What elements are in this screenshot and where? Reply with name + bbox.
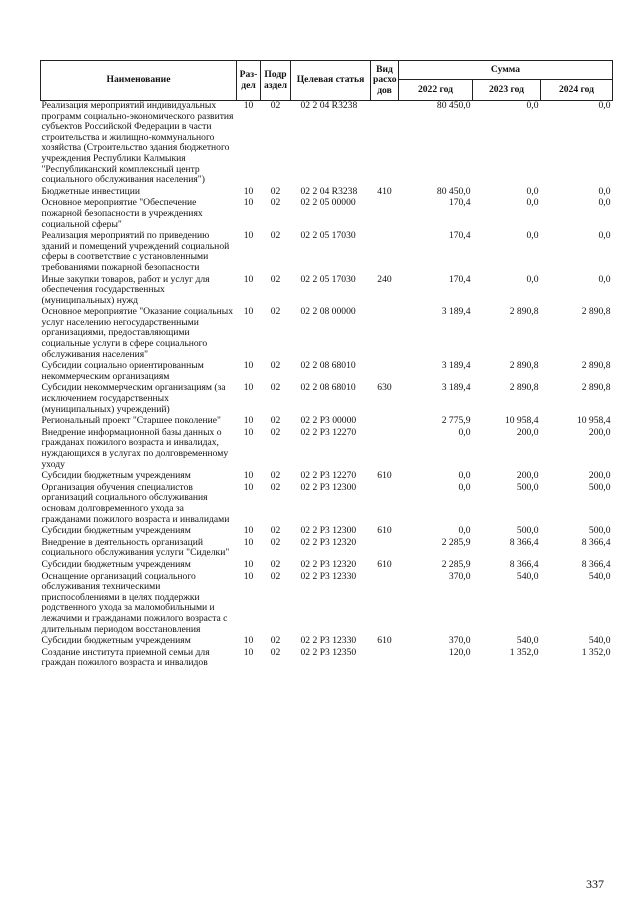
row-sum-2024: 0,0 [598, 197, 611, 209]
row-sum-2022: 0,0 [458, 481, 471, 493]
row-expense-type: 240 [377, 273, 392, 285]
row-sum-2023: 500,0 [516, 481, 539, 493]
table-row [41, 526, 613, 538]
row-section: 10 [243, 306, 254, 318]
row-section: 10 [243, 382, 254, 394]
table-row [41, 648, 613, 670]
row-sum-2024: 2 890,8 [581, 306, 611, 318]
row-expense-type [371, 307, 399, 361]
row-sum-2024: 540,0 [588, 635, 611, 647]
row-target-article: 02 2 P3 12330 [300, 635, 357, 647]
col-header-subsection: Подр аздел [261, 61, 291, 101]
row-sum-2024: 500,0 [588, 481, 611, 493]
row-sum-2024: 0,0 [598, 230, 611, 242]
table-row [41, 361, 613, 383]
row-sum-2022: 0,0 [458, 470, 471, 482]
row-subsection: 02 [270, 100, 281, 111]
row-sum-2023: 2 890,8 [509, 360, 539, 372]
row-sum-2024: 0,0 [598, 185, 611, 197]
row-sum-2023: 0,0 [526, 197, 539, 209]
row-sum-2022: 170,4 [448, 273, 471, 285]
row-sum-2022: 0,0 [458, 525, 471, 537]
row-expense-type: 610 [377, 525, 392, 537]
row-expense-type [371, 648, 399, 670]
row-expense-type: 630 [377, 382, 392, 394]
row-name: Субсидии бюджетным учреждениям [41, 525, 191, 537]
row-subsection: 02 [270, 558, 281, 570]
page-number: 337 [586, 877, 604, 891]
row-sum-2022: 370,0 [448, 570, 471, 582]
row-subsection: 02 [270, 382, 281, 394]
row-subsection: 02 [270, 415, 281, 427]
row-target-article: 02 2 P3 12320 [300, 536, 357, 548]
row-target-article: 02 2 P3 00000 [300, 415, 357, 427]
row-sum-2023: 1 352,0 [509, 646, 539, 658]
row-section: 10 [243, 415, 254, 427]
row-sum-2022: 0,0 [458, 426, 471, 438]
row-name: Основное мероприятие "Обеспечение пожарной безопасности в учреждениях социальной сферы" [41, 197, 203, 230]
row-sum-2023: 0,0 [526, 100, 539, 111]
row-expense-type [371, 538, 399, 560]
row-sum-2022: 3 189,4 [441, 306, 471, 318]
row-expense-type [371, 101, 399, 187]
row-sum-2024: 540,0 [588, 570, 611, 582]
row-name: Субсидии некоммерческим организациям (за исключением государственных (муниципальных) учреждений) [41, 382, 226, 415]
row-sum-2022: 3 189,4 [441, 382, 471, 394]
row-section: 10 [243, 230, 254, 242]
row-section: 10 [243, 481, 254, 493]
row-expense-type [371, 231, 399, 274]
row-name: Реализация мероприятий по приведению зданий и помещений учреждений социальной сферы в соответствие с установленными требованиями пожарной безопасности [41, 230, 230, 273]
table-row [41, 275, 613, 308]
row-name: Региональный проект "Старшее поколение" [41, 415, 221, 427]
row-sum-2022: 170,4 [448, 197, 471, 209]
row-sum-2022: 170,4 [448, 230, 471, 242]
row-target-article: 02 2 P3 12330 [300, 570, 357, 582]
row-target-article: 02 2 08 00000 [300, 306, 356, 318]
row-subsection: 02 [270, 470, 281, 482]
table-row [41, 636, 613, 648]
row-sum-2023: 0,0 [526, 273, 539, 285]
row-subsection: 02 [270, 230, 281, 242]
row-sum-2024: 500,0 [588, 525, 611, 537]
table-row [41, 383, 613, 416]
row-sum-2024: 2 890,8 [581, 360, 611, 372]
row-sum-2023: 540,0 [516, 570, 539, 582]
table-row [41, 560, 613, 572]
row-expense-type [371, 572, 399, 637]
row-target-article: 02 2 P3 12270 [300, 470, 357, 482]
row-section: 10 [243, 558, 254, 570]
row-expense-type: 610 [377, 470, 392, 482]
row-subsection: 02 [270, 426, 281, 438]
row-target-article: 02 2 P3 12300 [300, 481, 357, 493]
row-sum-2023: 0,0 [526, 185, 539, 197]
row-section: 10 [243, 185, 254, 197]
row-section: 10 [243, 646, 254, 658]
row-sum-2023: 540,0 [516, 635, 539, 647]
row-sum-2022: 2 775,9 [441, 415, 471, 427]
row-name: Основное мероприятие "Оказание социальных услуг населению негосударственными организациями, предоставляющими социальные услуги в сфере социального обслуживания населения" [41, 306, 234, 360]
row-sum-2022: 80 450,0 [436, 185, 471, 197]
row-subsection: 02 [270, 273, 281, 285]
row-subsection: 02 [270, 570, 281, 582]
row-expense-type [371, 428, 399, 471]
row-sum-2024: 10 958,4 [576, 415, 611, 427]
row-sum-2023: 200,0 [516, 426, 539, 438]
row-section: 10 [243, 570, 254, 582]
budget-table [40, 60, 613, 670]
table-row [41, 307, 613, 361]
row-name: Реализация мероприятий индивидуальных программ социально-экономического развития субъектов Российской Федерации в части строительства и жилищно-коммунального хозяйства (Строительство здания бюджетного учреждения Республики Калмыкия "Республиканский комплексный центр социального обслуживания населения") [41, 100, 234, 186]
row-target-article: 02 2 P3 12350 [300, 646, 357, 658]
table-body [41, 101, 613, 670]
table-row [41, 483, 613, 526]
row-name: Организация обучения специалистов организаций социального обслуживания основам долговременного ухода за гражданами пожилого возраста и инвалидами [41, 481, 230, 525]
row-subsection: 02 [270, 360, 281, 372]
row-sum-2023: 2 890,8 [509, 382, 539, 394]
row-section: 10 [243, 470, 254, 482]
row-name: Создание института приемной семьи для граждан пожилого возраста и инвалидов [41, 646, 210, 669]
row-target-article: 02 2 04 R3238 [300, 100, 358, 111]
row-sum-2023: 0,0 [526, 230, 539, 242]
row-target-article: 02 2 08 68010 [300, 382, 356, 394]
row-sum-2022: 370,0 [448, 635, 471, 647]
row-target-article: 02 2 P3 12320 [300, 558, 357, 570]
row-name: Внедрение в деятельность организаций социального обслуживания услуги "Сиделки" [41, 536, 230, 559]
row-sum-2024: 8 366,4 [581, 536, 611, 548]
row-sum-2023: 8 366,4 [509, 536, 539, 548]
row-section: 10 [243, 197, 254, 209]
row-target-article: 02 2 05 17030 [300, 273, 356, 285]
col-header-section: Раз-дел [237, 61, 261, 101]
row-sum-2024: 200,0 [588, 470, 611, 482]
row-name: Субсидии бюджетным учреждениям [41, 558, 191, 570]
row-sum-2022: 120,0 [448, 646, 471, 658]
row-sum-2024: 0,0 [598, 100, 611, 111]
row-target-article: 02 2 P3 12270 [300, 426, 357, 438]
row-sum-2022: 3 189,4 [441, 360, 471, 372]
row-subsection: 02 [270, 197, 281, 209]
row-subsection: 02 [270, 306, 281, 318]
row-name: Внедрение информационной базы данных о гражданах пожилого возраста и инвалидах, нуждающихся в услугах по долговременному уходу [41, 426, 229, 470]
row-target-article: 02 2 05 00000 [300, 197, 356, 209]
row-target-article: 02 2 04 R3238 [300, 185, 358, 197]
row-sum-2023: 2 890,8 [509, 306, 539, 318]
row-sum-2024: 2 890,8 [581, 382, 611, 394]
row-sum-2024: 1 352,0 [581, 646, 611, 658]
row-section: 10 [243, 273, 254, 285]
col-header-target-article: Целевая статья [291, 61, 371, 101]
col-header-name: Наименование [41, 61, 237, 101]
row-name: Бюджетные инвестиции [41, 185, 140, 197]
row-sum-2022: 2 285,9 [441, 558, 471, 570]
row-expense-type [371, 416, 399, 428]
row-subsection: 02 [270, 635, 281, 647]
table-row [41, 428, 613, 471]
row-expense-type: 410 [377, 185, 392, 197]
col-header-sum: Сумма [399, 61, 613, 80]
table-row [41, 231, 613, 274]
row-sum-2023: 8 366,4 [509, 558, 539, 570]
row-section: 10 [243, 536, 254, 548]
row-section: 10 [243, 360, 254, 372]
row-target-article: 02 2 P3 12300 [300, 525, 357, 537]
table-row [41, 101, 613, 187]
row-name: Субсидии социально ориентированным некоммерческим организациям [41, 360, 204, 382]
row-subsection: 02 [270, 536, 281, 548]
row-expense-type [371, 483, 399, 526]
row-section: 10 [243, 635, 254, 647]
row-name: Оснащение организаций социального обслуживания техническими приспособлениями в целях поддержки родственного ухода за маломобильными и лежачими и гражданами пожилого возраста с длительным периодом восстановления [41, 570, 228, 635]
row-subsection: 02 [270, 646, 281, 658]
table-row [41, 572, 613, 637]
row-subsection: 02 [270, 481, 281, 493]
row-sum-2024: 0,0 [598, 273, 611, 285]
row-sum-2022: 80 450,0 [436, 100, 471, 111]
row-name: Субсидии бюджетным учреждениям [41, 635, 191, 647]
row-expense-type [371, 198, 399, 231]
row-expense-type [371, 361, 399, 383]
col-header-expense-type: Вид расхо дов [371, 61, 399, 101]
row-target-article: 02 2 08 68010 [300, 360, 356, 372]
table-row [41, 538, 613, 560]
col-header-2024: 2024 год [541, 80, 613, 101]
row-sum-2023: 10 958,4 [504, 415, 539, 427]
table-header [41, 61, 613, 101]
row-target-article: 02 2 05 17030 [300, 230, 356, 242]
row-subsection: 02 [270, 185, 281, 197]
row-sum-2024: 200,0 [588, 426, 611, 438]
row-sum-2023: 500,0 [516, 525, 539, 537]
table-row [41, 198, 613, 231]
budget-document [40, 60, 612, 670]
row-section: 10 [243, 426, 254, 438]
row-sum-2022: 2 285,9 [441, 536, 471, 548]
row-expense-type: 610 [377, 558, 392, 570]
row-subsection: 02 [270, 525, 281, 537]
row-sum-2024: 8 366,4 [581, 558, 611, 570]
col-header-2023: 2023 год [473, 80, 541, 101]
row-section: 10 [243, 100, 254, 111]
row-name: Иные закупки товаров, работ и услуг для обеспечения государственных (муниципальных) нужд [41, 273, 210, 306]
row-sum-2023: 200,0 [516, 470, 539, 482]
row-expense-type: 610 [377, 635, 392, 647]
row-name: Субсидии бюджетным учреждениям [41, 470, 191, 482]
row-section: 10 [243, 525, 254, 537]
col-header-2022: 2022 год [399, 80, 473, 101]
